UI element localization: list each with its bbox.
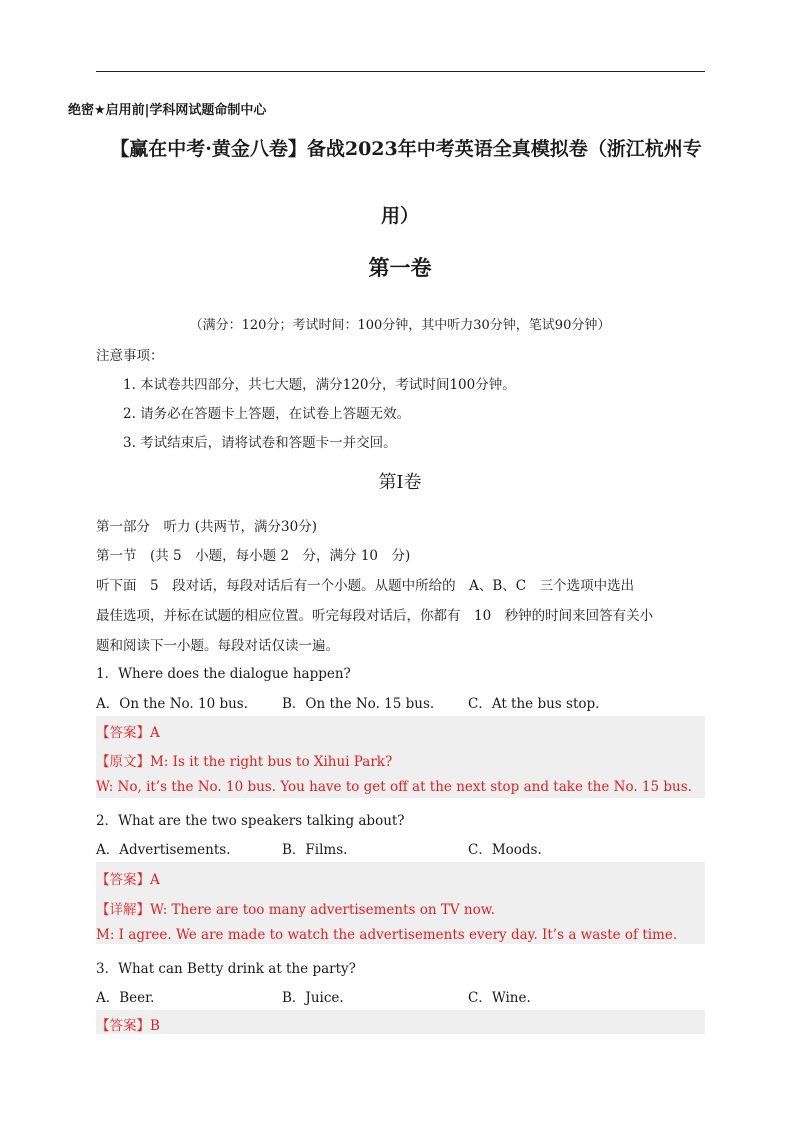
option-c: C．Wine.: [468, 990, 531, 1006]
exam-info: （满分：120分；考试时间：100分钟，其中听力30分钟，笔试90分钟）: [189, 318, 611, 333]
section-heading: 第一节 (共 5 小题，每小题 2 分，满分 10 分): [96, 548, 411, 564]
answer-label: 【答案】B: [96, 1018, 160, 1034]
notes-title: 注意事项：: [96, 348, 164, 364]
option-a: A．Beer.: [96, 990, 155, 1006]
part-heading: 第一部分 听力 (共两节，满分30分): [96, 519, 318, 535]
option-c: C．Moods.: [468, 842, 542, 858]
question-stem: 1．Where does the dialogue happen?: [96, 666, 351, 682]
top-rule: [96, 71, 705, 72]
page-title-line2: 用）: [380, 205, 419, 227]
answer-box: [96, 1010, 705, 1034]
instruction-line: 最佳选项，并标在试题的相应位置。听完每段对话后，你都有 10 秒钟的时间来回答有关小: [96, 608, 654, 624]
answer-label: 【答案】A: [96, 725, 160, 741]
note-item: 1. 本试卷共四部分，共七大题，满分120分，考试时间100分钟。: [123, 377, 516, 393]
answer-detail: W: No, it’s the No. 10 bus. You have to get off at the next stop and take the No. 15 bus.: [96, 779, 692, 795]
option-b: B．Juice.: [282, 990, 344, 1006]
option-b: B．Films.: [282, 842, 348, 858]
option-c: C．At the bus stop.: [468, 696, 600, 712]
note-item: 2. 请务必在答题卡上答题，在试卷上答题无效。: [123, 406, 411, 422]
option-b: B．On the No. 15 bus.: [282, 696, 435, 712]
header-note: 绝密★启用前|学科网试题命制中心: [68, 103, 267, 118]
answer-detail: M: I agree. We are made to watch the advertisements every day. It’s a waste of time.: [96, 927, 678, 943]
question-stem: 3．What can Betty drink at the party?: [96, 961, 356, 977]
note-item: 3. 考试结束后，请将试卷和答题卡一并交回。: [123, 435, 397, 451]
answer-detail: 【详解】W: There are too many advertisements on TV now.: [96, 902, 495, 918]
section-volume: 第I卷: [378, 472, 422, 493]
option-a: A．Advertisements.: [96, 842, 231, 858]
answer-label: 【答案】A: [96, 872, 160, 888]
instruction-line: 题和阅读下一小题。每段对话仅读一遍。: [96, 638, 339, 654]
volume-label: 第一卷: [368, 255, 432, 280]
question-stem: 2．What are the two speakers talking about?: [96, 813, 405, 829]
page-title-line1: 【赢在中考·黄金八卷】备战2023年中考英语全真模拟卷（浙江杭州专: [110, 138, 702, 160]
option-a: A．On the No. 10 bus.: [96, 696, 249, 712]
instruction-line: 听下面 5 段对话，每段对话后有一个小题。从题中所给的 A、B、C 三个选项中选出: [96, 578, 635, 594]
answer-detail: 【原文】M: Is it the right bus to Xihui Park?: [96, 754, 393, 770]
